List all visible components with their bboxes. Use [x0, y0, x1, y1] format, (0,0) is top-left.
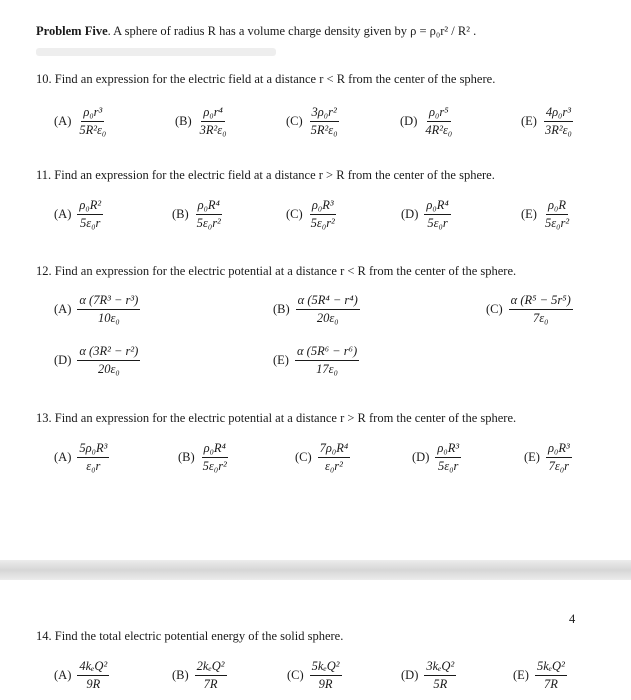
option-denominator: 7ε₀ — [532, 311, 549, 325]
q14-option-b[interactable] — [172, 659, 227, 692]
q14-option-d[interactable] — [401, 659, 456, 692]
option-denominator: 17ε₀ — [316, 362, 338, 376]
option-label: (B) — [172, 668, 189, 682]
q13-option-a[interactable] — [54, 441, 109, 474]
q10-option-b[interactable] — [175, 105, 229, 138]
q10-option-e[interactable] — [521, 105, 574, 138]
q12-option-a[interactable] — [54, 293, 140, 326]
option-numerator: 5kₑQ² — [310, 659, 342, 676]
option-denominator: 5ε₀r² — [310, 216, 335, 230]
option-numerator: ρ₀R³ — [435, 441, 461, 458]
option-label: (C) — [286, 114, 303, 128]
option-denominator: 7ε₀r — [548, 459, 570, 473]
q11-option-e[interactable] — [521, 198, 571, 231]
option-denominator: 5ε₀r² — [544, 216, 570, 230]
q11-option-d[interactable] — [401, 198, 451, 231]
option-numerator: α (3R² − r²) — [77, 344, 140, 361]
option-label: (A) — [54, 114, 72, 128]
q13-option-e[interactable] — [524, 441, 572, 474]
option-denominator: 9R — [318, 677, 333, 691]
option-label: (C) — [286, 207, 303, 221]
option-label: (C) — [287, 668, 304, 682]
option-numerator: 7ρ₀R⁴ — [318, 441, 351, 458]
problem-title: Problem Five — [36, 24, 108, 38]
option-numerator: α (R⁵ − 5r⁵) — [509, 293, 573, 310]
option-denominator: 10ε₀ — [97, 311, 120, 325]
q14-option-a[interactable] — [54, 659, 109, 692]
question-13-text: 13. Find an expression for the electric potential at a distance r > R from the center of the sphere. — [36, 411, 517, 425]
page-break — [0, 560, 631, 580]
option-denominator: ε₀r² — [325, 459, 343, 473]
option-label: (B) — [172, 207, 189, 221]
option-denominator: 20ε₀ — [97, 362, 120, 376]
option-denominator: 4R²ε₀ — [425, 123, 453, 137]
option-label: (A) — [54, 450, 72, 464]
option-label: (A) — [54, 668, 72, 682]
q10-option-a[interactable] — [54, 105, 108, 138]
option-denominator: 20ε₀ — [316, 311, 339, 325]
option-denominator: ε₀r — [86, 459, 101, 473]
option-label: (D) — [54, 353, 72, 367]
option-label: (B) — [175, 114, 192, 128]
option-numerator: ρ₀r⁴ — [201, 105, 225, 122]
option-numerator: 4ρ₀r³ — [544, 105, 573, 122]
option-numerator: 3ρ₀r² — [310, 105, 339, 122]
option-label: (E) — [513, 668, 529, 682]
option-denominator: 3R²ε₀ — [199, 123, 227, 137]
option-numerator: 2kₑQ² — [195, 659, 227, 676]
option-label: (D) — [412, 450, 430, 464]
option-label: (B) — [178, 450, 195, 464]
option-label: (E) — [524, 450, 540, 464]
question-10-text: 10. Find an expression for the electric field at a distance r < R from the center of the sphere. — [36, 72, 496, 86]
option-numerator: ρ₀R⁴ — [196, 198, 222, 215]
q12-option-d[interactable] — [54, 344, 140, 377]
option-label: (C) — [486, 302, 503, 316]
option-denominator: 7R — [543, 677, 558, 691]
option-denominator: 5R²ε₀ — [79, 123, 107, 137]
q10-option-d[interactable] — [400, 105, 454, 138]
option-denominator: 5ε₀r — [80, 216, 101, 230]
question-11-text: 11. Find an expression for the electric field at a distance r > R from the center of the sphere. — [36, 168, 495, 182]
q12-option-b[interactable] — [273, 293, 360, 326]
q13-option-b[interactable] — [178, 441, 229, 474]
option-denominator: 5ε₀r² — [196, 216, 221, 230]
question-14-text: 14. Find the total electric potential energy of the solid sphere. — [36, 629, 344, 643]
option-numerator: 5ρ₀R³ — [77, 441, 109, 458]
redacted-line — [36, 48, 276, 56]
option-numerator: ρ₀R — [546, 198, 568, 215]
q12-option-c[interactable] — [486, 293, 573, 326]
option-denominator: 7R — [203, 677, 218, 691]
option-denominator: 9R — [86, 677, 101, 691]
q11-option-a[interactable] — [54, 198, 103, 231]
option-denominator: 5ε₀r — [427, 216, 448, 230]
option-numerator: 5kₑQ² — [535, 659, 567, 676]
question-12-text: 12. Find an expression for the electric potential at a distance r < R from the center of the sphere. — [36, 264, 517, 278]
option-label: (E) — [273, 353, 289, 367]
q11-option-c[interactable] — [286, 198, 337, 231]
option-numerator: ρ₀R³ — [310, 198, 336, 215]
option-label: (D) — [401, 207, 419, 221]
q13-option-d[interactable] — [412, 441, 461, 474]
option-label: (B) — [273, 302, 290, 316]
q11-option-b[interactable] — [172, 198, 223, 231]
q10-option-c[interactable] — [286, 105, 340, 138]
option-label: (D) — [401, 668, 419, 682]
problem-text: . A sphere of radius R has a volume charge density given by ρ = ρ₀r² / R² . — [107, 24, 477, 38]
option-label: (E) — [521, 114, 537, 128]
option-numerator: 4kₑQ² — [77, 659, 109, 676]
option-numerator: ρ₀r³ — [81, 105, 104, 122]
option-label: (A) — [54, 302, 72, 316]
option-numerator: ρ₀R² — [77, 198, 103, 215]
q14-option-e[interactable] — [513, 659, 567, 692]
option-numerator: ρ₀R⁴ — [424, 198, 450, 215]
q13-option-c[interactable] — [295, 441, 350, 474]
q12-option-e[interactable] — [273, 344, 359, 377]
page-number: 4 — [569, 612, 576, 626]
option-denominator: 5ε₀r — [438, 459, 459, 473]
option-label: (C) — [295, 450, 312, 464]
option-numerator: α (7R³ − r³) — [77, 293, 140, 310]
option-numerator: ρ₀r⁵ — [427, 105, 451, 122]
option-numerator: α (5R⁴ − r⁴) — [296, 293, 360, 310]
problem-statement — [36, 24, 476, 39]
option-numerator: 3kₑQ² — [424, 659, 456, 676]
option-numerator: α (5R⁶ − r⁶) — [295, 344, 359, 361]
q14-option-c[interactable] — [287, 659, 342, 692]
option-label: (E) — [521, 207, 537, 221]
option-numerator: ρ₀R⁴ — [202, 441, 228, 458]
option-denominator: 5ε₀r² — [202, 459, 227, 473]
option-numerator: ρ₀R³ — [546, 441, 572, 458]
option-label: (A) — [54, 207, 72, 221]
option-denominator: 3R²ε₀ — [544, 123, 572, 137]
option-denominator: 5R — [433, 677, 448, 691]
option-denominator: 5R²ε₀ — [310, 123, 338, 137]
option-label: (D) — [400, 114, 418, 128]
